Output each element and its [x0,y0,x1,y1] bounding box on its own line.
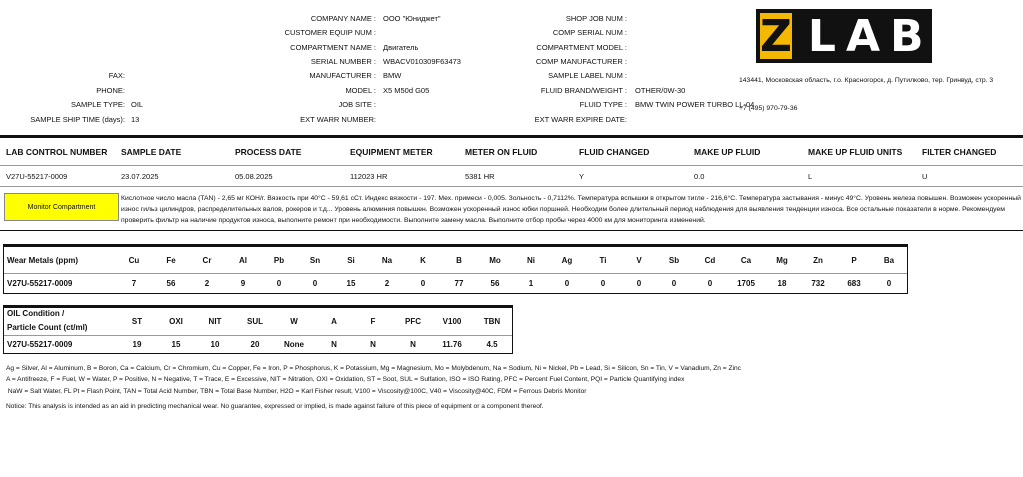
meter-on-fluid: 5381 HR [465,172,495,181]
serial-number-label: SERIAL NUMBER : [310,57,376,66]
wear-value-mo: 56 [490,279,500,288]
shop-job-num-label: SHOP JOB NUM : [565,14,627,23]
make-up-fluid-units: L [808,172,813,181]
fluid-type-label: FLUID TYPE : [579,100,627,109]
analysis-comment: Кислотное число масла (TAN) - 2,65 мг КОН/г. Вязкость при 40°С - 59,61 сСт. Индекс вязкости - 197. Мех. примеси - 0,005. Зольность - 0,7112%. Температура вспышки в открытом тигле - 216,6°С. Температура застывания - минус 49°С. Уровень железа повышен. Возможен ускоренный износ гильз цилиндров, распределительных валов, рокеров и т.д... Уровень алюминия повышен. Возможен ускоренный износ юбки поршней. Необходим более длительный период наблюдения для выявления тенденции износа. Все остальные показатели в норме. Рекомендуем проверить фильтр на наличие продуктов износа, выполните ремонт при необходимости. Выполните замену масла. Выполните отбор пробы через 4000 км для мониторинга изменений. [121,195,1021,224]
zlab-logo [756,9,932,63]
wear-value-fe: 56 [166,279,176,288]
sample-section-top-rule [0,135,1023,138]
wear-row-label: V27U-55217-0009 [7,279,73,288]
compartment-model-label: COMPARTMENT MODEL : [536,43,627,52]
col-filter-changed: FILTER CHANGED [922,147,997,157]
status-badge: Monitor Compartment [4,193,119,221]
oil-col-nit: NIT [208,317,222,326]
col-fluid-changed: FLUID CHANGED [579,147,650,157]
wear-value-v: 0 [636,279,642,288]
legend-line-3: NaW = Salt Water, FL Pt = Flash Point, TAN = Total Acid Number, TBN = Total Base Number, H2O = Karl Fisher result, V100 = Viscosity@100C, V40 = Viscosity@40C, FDM = Ferrous Debris Monitor [6,388,587,395]
model-label: MODEL : [345,86,376,95]
fluid-brand-value: OTHER/0W-30 [635,86,686,95]
wear-col-k: K [420,256,426,265]
compartment-name-label: COMPARTMENT NAME : [290,43,376,52]
wear-value-ca: 1705 [737,279,755,288]
wear-value-b: 77 [454,279,464,288]
oil-value-a: N [331,340,337,349]
wear-value-ni: 1 [528,279,534,288]
wear-col-sb: Sb [668,256,680,265]
fluid-brand-label: FLUID BRAND/WEIGHT : [540,86,627,95]
wear-value-si: 15 [346,279,356,288]
equipment-meter: 112023 HR [350,172,388,181]
ext-warr-expire-label: EXT WARR EXPIRE DATE: [534,115,627,124]
oil-header-rule [4,335,512,336]
wear-col-na: Na [381,256,393,265]
wear-col-mo: Mo [489,256,501,265]
legend-line-1: Ag = Silver, Al = Aluminum, B = Boron, Ca = Calcium, Cr = Chromium, Cu = Copper, Fe = Iron, P = Phosphorus, K = Potassium, Mg = Magnesium, Mo = Molybdenum, Na = Sodium, Ni = Nickel, Pb = Lead, Si = Silicon, Sn = Tin, V = Vanadium, Zn = Zinc [6,365,741,372]
lab-address: 143441, Московская область, г.о. Красногорск, д. Путилково, тер. Гринвуд, стр. 3 [739,77,994,84]
comp-serial-num-label: COMP SERIAL NUM : [552,28,627,37]
legend-line-2: A = Antifreeze, F = Fuel, W = Water, P = Positive, N = Negative, T = Trace, E = Excessive, NIT = Nitration, OXI = Oxidation, ST = Soot, SUL = Sulfation, ISO = ISO Rating, PFC = Percent Fuel Content, PQI = Particle Quantifying index [6,376,685,383]
oil-col-oxi: OXI [169,317,183,326]
wear-header-rule [4,273,907,274]
oil-col-tbn: TBN [483,317,501,326]
wear-col-ca: Ca [740,256,752,265]
wear-col-fe: Fe [166,256,176,265]
wear-value-p: 683 [847,279,861,288]
comp-manufacturer-label: COMP MANUFACTURER : [535,57,627,66]
wear-value-sn: 0 [312,279,318,288]
notice: Notice: This analysis is intended as an aid in predicting mechanical wear. No guarantee, expressed or implied, is made against failure of this piece of equipment or a component thereof. [6,403,544,410]
wear-value-mg: 18 [777,279,787,288]
oil-col-f: F [370,317,376,326]
wear-value-k: 0 [420,279,426,288]
wear-col-zn: Zn [813,256,823,265]
wear-value-cu: 7 [131,279,137,288]
lab-phone: +7 (495) 970-79-36 [739,105,798,112]
wear-col-pb: Pb [273,256,285,265]
oil-title-line1: OIL Condition / [7,309,65,318]
filter-changed: U [922,172,928,181]
oil-col-w: W [290,317,298,326]
oil-value-pfc: N [410,340,416,349]
wear-col-ti: Ti [599,256,607,265]
oil-value-tbn: 4.5 [486,340,498,349]
wear-value-cr: 2 [204,279,210,288]
wear-value-zn: 732 [811,279,825,288]
wear-col-ni: Ni [527,256,535,265]
col-process-date: PROCESS DATE [235,147,302,157]
oil-value-f: N [370,340,376,349]
wear-col-si: Si [347,256,355,265]
process-date: 05.08.2025 [235,172,273,181]
col-make-up-fluid: MAKE UP FLUID [694,147,761,157]
fax-label: FAX: [108,71,125,80]
fluid-changed: Y [579,172,585,181]
wear-value-cd: 0 [707,279,713,288]
logo-text: LAB [807,10,934,62]
oil-value-nit: 10 [210,340,220,349]
wear-value-al: 9 [240,279,246,288]
oil-value-w: None [284,340,304,349]
oil-table-top-rule [3,305,513,308]
ext-warr-number-label: EXT WARR NUMBER: [300,115,376,124]
sample-row-rule [0,186,1023,187]
customer-equip-label: CUSTOMER EQUIP NUM : [284,28,376,37]
wear-col-cr: Cr [202,256,212,265]
oil-value-sul: 20 [250,340,260,349]
wear-col-ag: Ag [561,256,573,265]
manufacturer-value: BMW [383,71,402,80]
job-site-label: JOB SITE : [338,100,376,109]
oil-value-oxi: 15 [171,340,181,349]
wear-col-p: P [851,256,857,265]
sample-type-label: SAMPLE TYPE: [70,100,125,109]
wear-metals-title: Wear Metals (ppm) [7,256,78,265]
col-lab-control-number: LAB CONTROL NUMBER [6,147,108,157]
wear-col-v: V [636,256,642,265]
company-name-value: ООО "Юниджет" [383,14,441,23]
make-up-fluid: 0.0 [694,172,705,181]
comment-bottom-rule [0,230,1023,231]
oil-value-v100: 11.76 [442,340,462,349]
wear-col-ba: Ba [883,256,895,265]
wear-col-sn: Sn [309,256,321,265]
model-value: X5 M50d G05 [383,86,430,95]
sample-ship-time-value: 13 [131,115,140,124]
wear-value-ag: 0 [564,279,570,288]
wear-value-sb: 0 [671,279,677,288]
col-sample-date: SAMPLE DATE [121,147,182,157]
wear-col-cd: Cd [704,256,716,265]
phone-label: PHONE: [96,86,125,95]
serial-number-value: WBACV010309F63473 [383,57,461,66]
oil-col-pfc: PFC [405,317,421,326]
sample-label-num-label: SAMPLE LABEL NUM : [548,71,627,80]
col-equipment-meter: EQUIPMENT METER [350,147,433,157]
oil-value-st: 19 [132,340,142,349]
lab-control-number: V27U-55217-0009 [6,172,68,181]
oil-row-label: V27U-55217-0009 [7,340,73,349]
wear-col-cu: Cu [128,256,140,265]
compartment-name-value: Двигатель [383,43,419,52]
col-make-up-fluid-units: MAKE UP FLUID UNITS [808,147,903,157]
sample-ship-time-label: SAMPLE SHIP TIME (days): [30,115,125,124]
manufacturer-label: MANUFACTURER : [309,71,376,80]
oil-title-line2: Particle Count (ct/ml) [7,323,88,332]
wear-table-top-rule [3,244,908,247]
oil-col-a: A [331,317,337,326]
wear-col-al: Al [239,256,247,265]
logo-letter: Z [760,10,792,62]
oil-col-v100: V100 [442,317,462,326]
sample-date: 23.07.2025 [121,172,159,181]
wear-value-na: 2 [384,279,390,288]
oil-col-st: ST [131,317,143,326]
sample-type-value: OIL [131,100,144,109]
company-name-label: COMPANY NAME : [310,14,376,23]
wear-col-mg: Mg [776,256,788,265]
col-meter-on-fluid: METER ON FLUID [465,147,538,157]
wear-value-ba: 0 [886,279,892,288]
wear-col-b: B [456,256,462,265]
wear-value-pb: 0 [276,279,282,288]
fluid-type-value: BMW TWIN POWER TURBO LL-04 [635,100,755,109]
sample-header-rule [0,165,1023,166]
wear-value-ti: 0 [600,279,606,288]
oil-col-sul: SUL [247,317,263,326]
